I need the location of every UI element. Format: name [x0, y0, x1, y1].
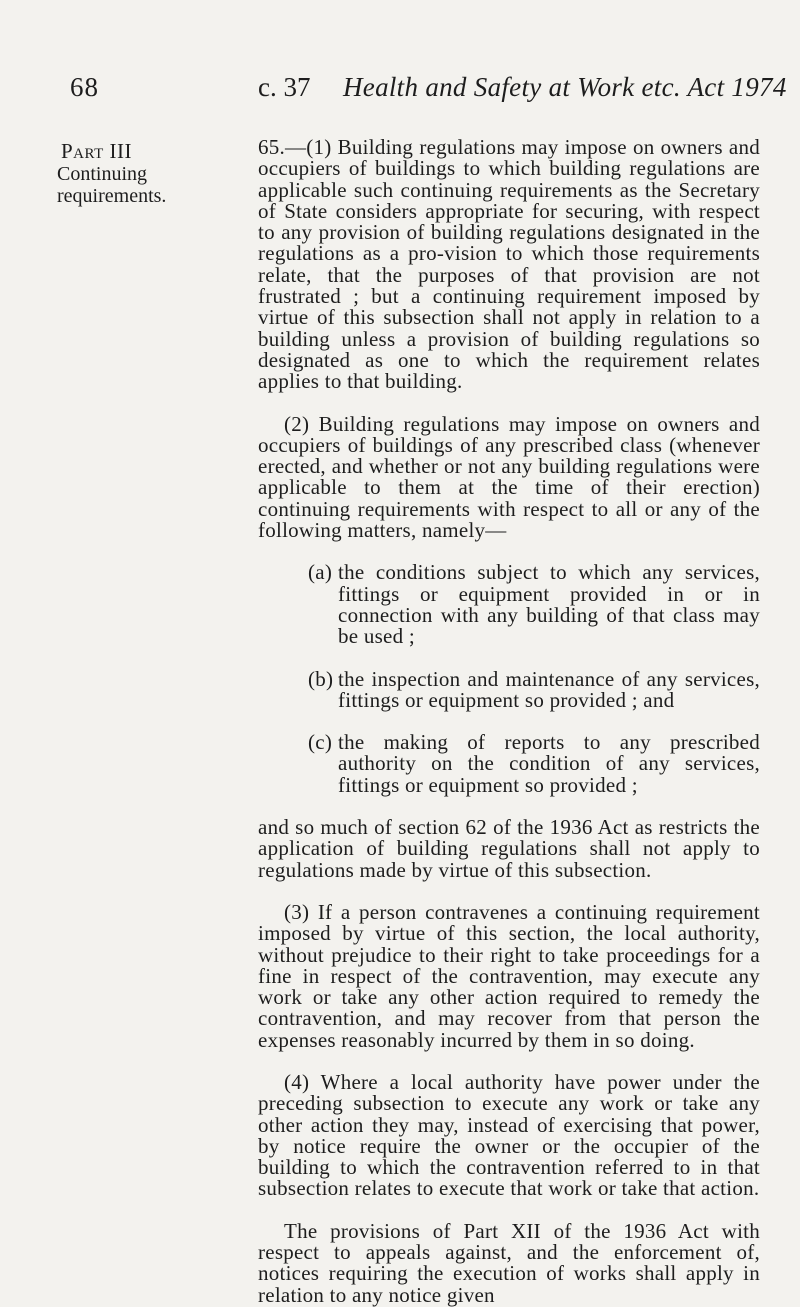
paragraph-65-4: (4) Where a local authority have power under the preceding subsection to execute any work or take any other action they may, instead of exercising that power, by notice require the owner or the occupier of the building to which the contravention referred to in that subsection relates to execute that work or take that action. [258, 1069, 760, 1201]
list-item-a-text: the conditions subject to which any services, fittings or equipment provided in or in connection with any building of that class may be used ; [338, 560, 760, 649]
paragraph-65-3: (3) If a person contravenes a continuing requirement imposed by virtue of this section, the local authority, without prejudice to their right to take proceedings for a fine in respect of the contravention, may execute any work or take any other action required to remedy the contravention, and may recover from that person the expenses reasonably incurred by them in so doing. [258, 899, 760, 1052]
chapter-reference: c. 37 [258, 72, 311, 102]
list-item-c-label: (c) [308, 730, 333, 755]
list-item-c-text: the making of reports to any prescribed authority on the condition of any services, fittings or equipment so provided ; [338, 730, 760, 797]
page-number: 68 [70, 72, 99, 102]
body-text [258, 137, 760, 1306]
list-item-c [308, 732, 760, 796]
part-label: Part III [61, 139, 133, 163]
paragraph-65-2-tail: and so much of section 62 of the 1936 Act as restricts the application of building regulations shall not apply to regulations made by virtue of this subsection. [258, 815, 760, 882]
list-item-b [308, 666, 760, 712]
list-item-b-label: (b) [308, 666, 334, 691]
paragraph-65-2: (2) Building regulations may impose on owners and occupiers of buildings of any prescribed class (whenever erected, and whether or not any building regulations were applicable to them at the time of their erection) continuing requirements with respect to all or any of the following matters, namely— [258, 411, 760, 543]
list-item-a [308, 562, 760, 647]
sidenote-line-1: Continuing [57, 163, 148, 185]
list-item-b-text: the inspection and maintenance of any services, fittings or equipment so provided ; and [338, 666, 760, 712]
running-title: Health and Safety at Work etc. Act 1974 [343, 72, 787, 102]
list-item-a-label: (a) [308, 560, 333, 585]
paragraph-65-5: The provisions of Part XII of the 1936 Act with respect to appeals against, and the enforcement of, notices requiring the execution of works shall apply in relation to any notice given [258, 1218, 760, 1307]
paragraph-65-1: 65.—(1) Building regulations may impose on owners and occupiers of buildings to which building regulations are applicable such continuing requirements as the Secretary of State considers appropriate for securing, with respect to any provision of building regulations designated in the regulations as a pro-vision to which those requirements relate, that the purposes of that provision are not frustrated ; but a continuing requirement imposed by virtue of this subsection shall not apply in relation to a building unless a provision of building regulations so designated as one to which the requirement relates applies to that building. [258, 135, 760, 394]
sidenote-line-2: requirements. [57, 185, 167, 207]
sidenote [57, 163, 247, 207]
margin-notes [57, 139, 247, 207]
